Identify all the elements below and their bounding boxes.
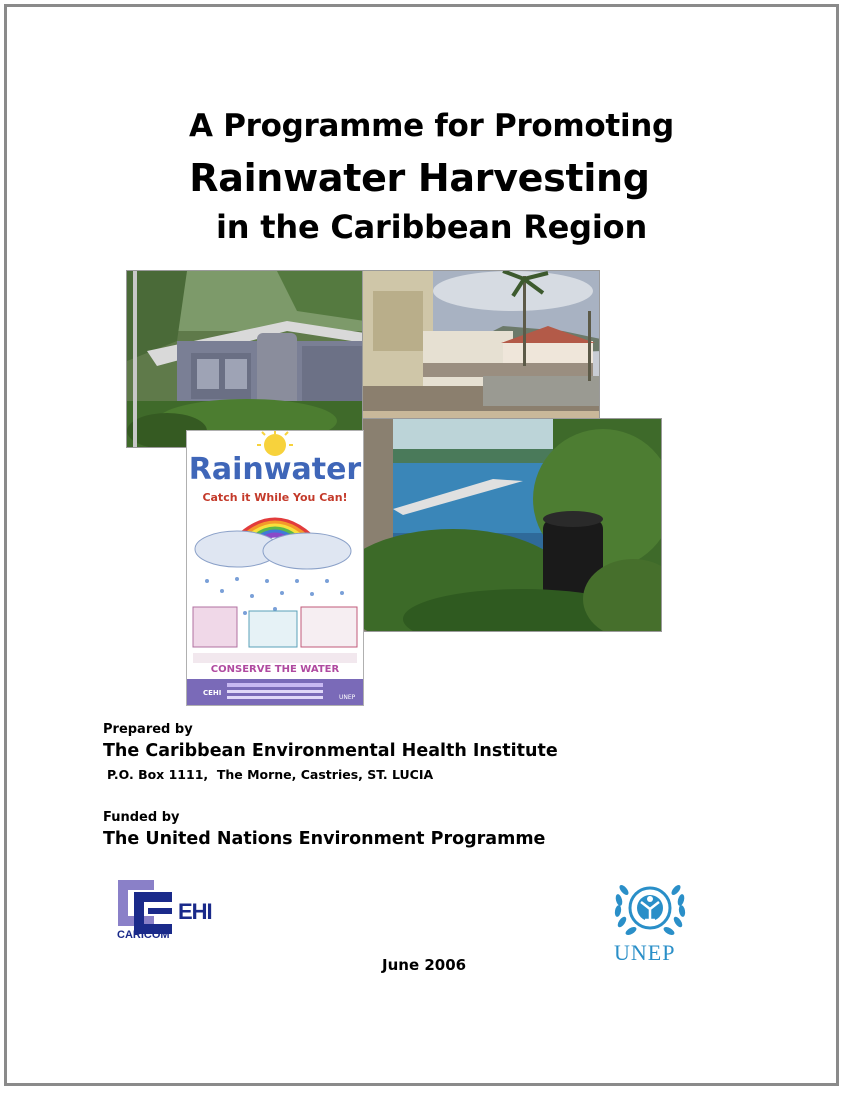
cehi-logo-text: EHI [178,899,212,924]
poster-tagline: Catch it While You Can! [202,491,348,504]
poster-cehi: CEHI [203,689,222,697]
photo-street-houses [362,270,600,438]
rainwater-poster [186,430,364,706]
poster-unep: UNEP [339,694,356,701]
title-line-2: Rainwater Harvesting [189,156,650,200]
prepared-by-organization: The Caribbean Environmental Health Institute [103,741,558,761]
funded-by-organization: The United Nations Environment Programme [103,829,546,849]
caricom-logo-text: CARICOM [117,929,170,941]
unep-logo-text: UNEP [614,940,676,965]
title-line-1: A Programme for Promoting [189,108,674,144]
photo-house-with-tank [126,270,364,448]
poster-headline: Rainwater [188,452,362,487]
title-line-3: in the Caribbean Region [215,208,648,246]
poster-slogan: CONSERVE THE WATER [210,664,340,675]
photo-water-tank-bay [362,418,662,632]
funded-by-label: Funded by [103,810,180,825]
prepared-by-label: Prepared by [103,722,193,737]
prepared-by-address: P.O. Box 1111, The Morne, Castries, ST. LUCIA [107,767,434,782]
publication-date: June 2006 [382,956,467,974]
